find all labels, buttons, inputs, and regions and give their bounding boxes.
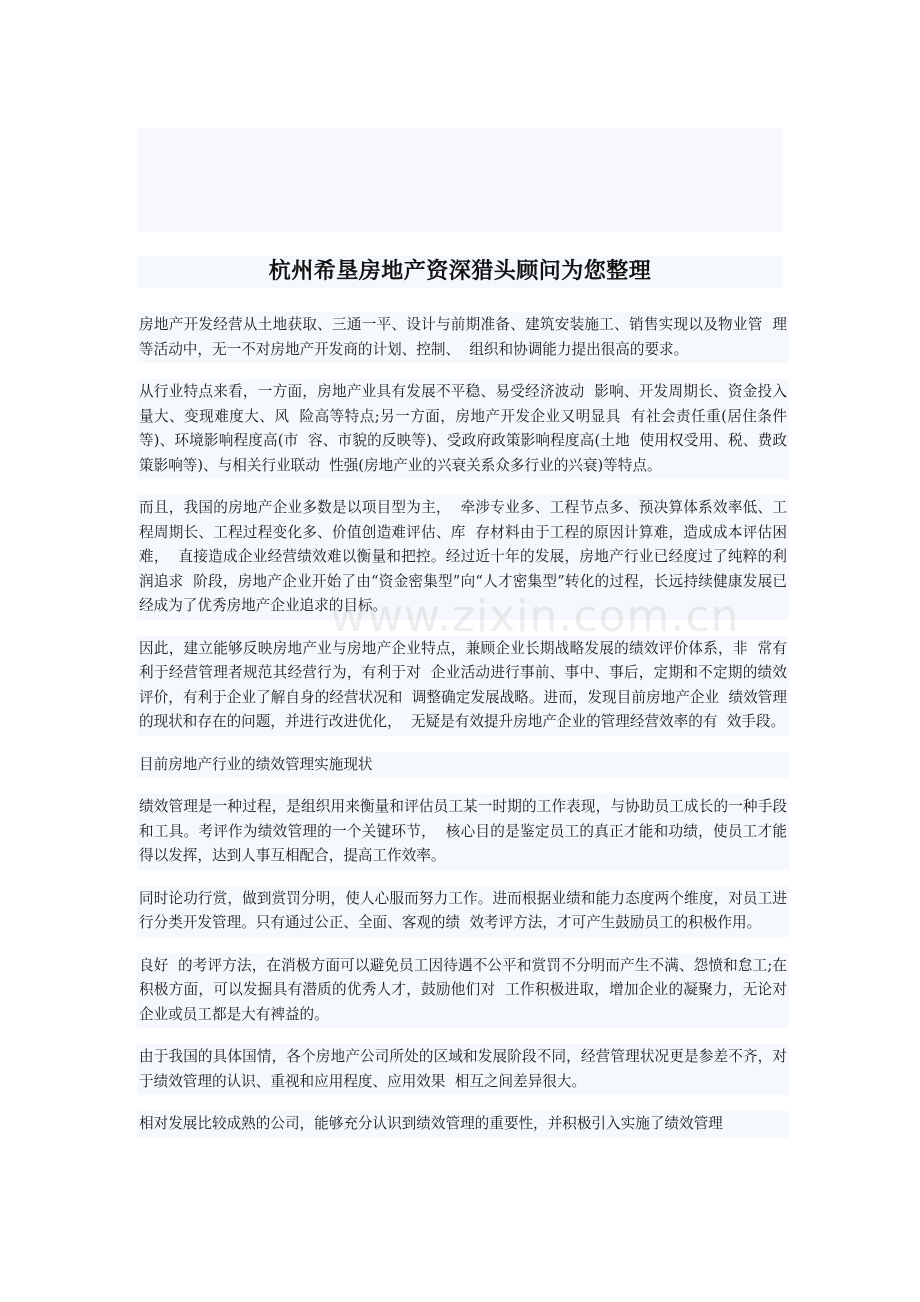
paragraph-2: 从行业特点来看，一方面，房地产业具有发展不平稳、易受经济波动 影响、开发周期长、资金投入量大、变现难度大、风 险高等特点;另一方面，房地产开发企业又明显具 有社会责任重(居住条件等)、环境影响程度高(市 容、市貌的反映等)、受政府政策影响程度高(土地 使用权受用、税、费政策影响等)、与相关行业联动 性强(房地产业的兴衰关系众多行业的兴衰)等特点。	[137, 379, 789, 479]
paragraph-6: 同时论功行赏，做到赏罚分明，使人心服而努力工作。进而根据业绩和能力态度两个维度，对员工进行分类开发管理。只有通过公正、全面、客观的绩 效考评方法，才可产生鼓励员工的积极作用。	[137, 886, 789, 937]
paragraph-1: 房地产开发经营从土地获取、三通一平、设计与前期准备、建筑安装施工、销售实现以及物业管 理等活动中，无一不对房地产开发商的计划、控制、 组织和协调能力提出很高的要求。	[137, 312, 789, 363]
header-image-area	[137, 128, 783, 232]
paragraph-8: 由于我国的具体国情，各个房地产公司所处的区域和发展阶段不同，经营管理状况更是参差不齐，对于绩效管理的认识、重视和应用程度、应用效果 相互之间差异很大。	[137, 1044, 789, 1095]
paragraph-9: 相对发展比较成熟的公司，能够充分认识到绩效管理的重要性，并积极引入实施了绩效管理	[137, 1111, 789, 1138]
document-body	[137, 312, 789, 1154]
paragraph-5: 绩效管理是一种过程，是组织用来衡量和评估员工某一时期的工作表现，与协助员工成长的一种手段和工具。考评作为绩效管理的一个关键环节， 核心目的是鉴定员工的真正才能和功绩，使员工才能得以发挥，达到人事互相配合，提高工作效率。	[137, 794, 789, 870]
document-title: 杭州希垦房地产资深猎头顾问为您整理	[268, 259, 652, 284]
paragraph-3: 而且，我国的房地产企业多数是以项目型为主， 牵涉专业多、工程节点多、预决算体系效率低、工程周期长、工程过程变化多、价值创造难评估、库 存材料由于工程的原因计算难，造成成本评估困难， 直接造成企业经营绩效难以衡量和把控。经过近十年的发展，房地产行业已经度过了纯粹的利润追求 阶段，房地产企业开始了由“资金密集型”向“人才密集型”转化的过程，长远持续健康发展已经成为了优秀房地产企业追求的目标。	[137, 495, 789, 620]
paragraph-4: 因此，建立能够反映房地产业与房地产企业特点，兼顾企业长期战略发展的绩效评价体系，非 常有利于经营管理者规范其经营行为，有利于对 企业活动进行事前、事中、事后，定期和不定期的绩效评价，有利于企业了解自身的经营状况和 调整确定发展战略。进而，发现目前房地产企业 绩效管理的现状和存在的问题，并进行改进优化， 无疑是有效提升房地产企业的管理经营效率的有 效手段。	[137, 636, 789, 736]
section-heading: 目前房地产行业的绩效管理实施现状	[137, 752, 789, 779]
paragraph-7: 良好 的考评方法，在消极方面可以避免员工因待遇不公平和赏罚不分明而产生不满、怨愤和怠工;在积极方面，可以发掘具有潜质的优秀人才，鼓励他们对 工作积极进取，增加企业的凝聚力，无论对企业或员工都是大有裨益的。	[137, 953, 789, 1029]
